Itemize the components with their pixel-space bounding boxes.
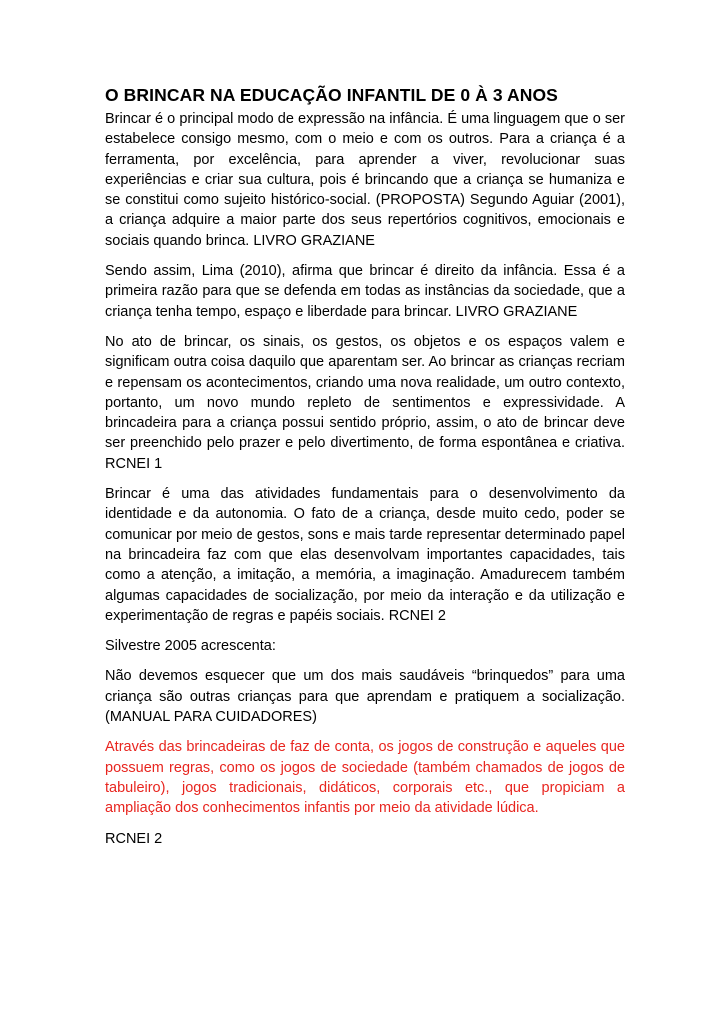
document-page (105, 84, 625, 859)
paragraph-3: No ato de brincar, os sinais, os gestos, os objetos e os espaços valem e significam outra coisa daquilo que aparentam ser. Ao brincar as crianças recriam e repensam os acontecimentos, criando uma nova realidade, um outro contexto, portanto, um novo mundo repleto de sentimentos e expressividade. A brincadeira para a criança possui sentido próprio, assim, o ato de brincar deve ser preenchido pelo prazer e pelo divertimento, de forma espontânea e criativa. RCNEI 1 (105, 333, 625, 472)
paragraph-8: RCNEI 2 (105, 830, 163, 847)
paragraph-6: Não devemos esquecer que um dos mais saudáveis “brinquedos” para uma criança são outras crianças para que aprendam e pratiquem a socialização. (MANUAL PARA CUIDADORES) (105, 668, 625, 726)
document-title: O BRINCAR NA EDUCAÇÃO INFANTIL DE 0 À 3 ANOS (105, 85, 558, 105)
paragraph-1: Brincar é o principal modo de expressão na infância. É uma linguagem que o ser estabelece consigo mesmo, com o meio e com os outros. Para a criança é a ferramenta, por excelência, para aprender a viver, revolucionar suas experiências e criar sua cultura, pois é brincando que a criança se humaniza e se constitui como sujeito histórico-social. (PROPOSTA) Segundo Aguiar (2001), a criança adquire a maior parte dos seus repertórios cognitivos, emocionais e sociais quando brinca. LIVRO GRAZIANE (105, 111, 625, 249)
paragraph-4: Brincar é uma das atividades fundamentais para o desenvolvimento da identidade e da autonomia. O fato de a criança, desde muito cedo, poder se comunicar por meio de gestos, sons e mais tarde representar determinado papel na brincadeira faz com que elas desenvolvam importantes capacidades, tais como a atenção, a imitação, a memória, a imaginação. Amadurecem também algumas capacidades de socialização, por meio da interação e da utilização e experimentação de regras e papéis sociais. RCNEI 2 (105, 486, 625, 624)
paragraph-2: Sendo assim, Lima (2010), afirma que brincar é direito da infância. Essa é a primeira razão para que se defenda em todas as instâncias da sociedade, que a criança tenha tempo, espaço e liberdade para brincar. LIVRO GRAZIANE (105, 263, 625, 320)
paragraph-5: Silvestre 2005 acrescenta: (105, 638, 276, 655)
highlighted-paragraph: Através das brincadeiras de faz de conta, os jogos de construção e aqueles que possuem regras, como os jogos de sociedade (também chamados de jogos de tabuleiro), jogos tradicionais, didáticos, corporais etc., que propiciam a ampliação dos conhecimentos infantis por meio da atividade lúdica. (105, 739, 625, 817)
